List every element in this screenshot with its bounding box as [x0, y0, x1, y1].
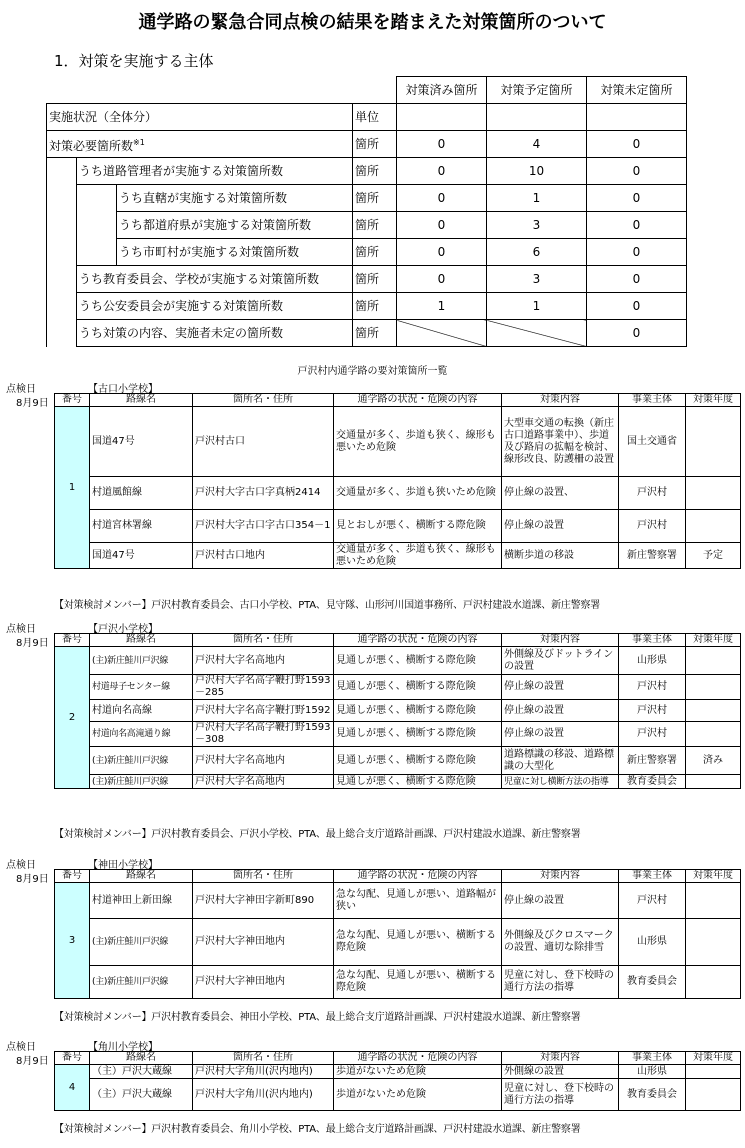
measure-content: 横断歩道の移設 [502, 543, 619, 569]
summary-label: うち対策の内容、実施者未定の箇所数 [77, 320, 353, 347]
unit-cell: 箇所 [353, 185, 397, 212]
route-name: 国道47号 [90, 407, 193, 477]
project-entity: 戸沢村 [619, 510, 686, 543]
column-header: 事業主体 [619, 394, 686, 407]
summary-label: うち都道府県が実施する対策箇所数 [117, 212, 353, 239]
inspection-date-label: 点検日 [6, 860, 36, 871]
section-heading: 1．対策を実施する主体 [54, 52, 214, 70]
value-cell: 1 [487, 293, 587, 320]
measure-year [686, 775, 741, 789]
summary-table [46, 76, 687, 347]
column-header: 対策年度 [686, 1052, 741, 1065]
value-cell: 3 [487, 266, 587, 293]
list-title: 戸沢村内通学路の要対策箇所一覧 [297, 366, 448, 377]
unit-cell: 箇所 [353, 239, 397, 266]
indent-cell [47, 158, 77, 185]
column-header: 対策内容 [502, 1052, 619, 1065]
project-entity: 山形県 [619, 919, 686, 966]
school-name: 【古口小学校】 [88, 384, 158, 395]
project-entity: 山形県 [619, 647, 686, 675]
project-entity: 新庄警察署 [619, 543, 686, 569]
summary-header-row [47, 77, 687, 104]
unit-header: 単位 [353, 104, 397, 131]
table-row [55, 1065, 741, 1079]
table-row [55, 407, 741, 477]
empty-cell [487, 104, 587, 131]
place-address: 戸沢村大字名高字鞭打野1593－285 [193, 675, 334, 700]
review-members: 【対策検討メンバー】戸沢村教育委員会、戸沢小学校、PTA、最上総合支庁道路計画課、戸沢村建設水道課、新庄警察署 [54, 829, 581, 840]
value-cell: 0 [587, 131, 687, 158]
danger-description: 交通量が多く、歩道も狭く、線形も悪いため危険 [334, 543, 502, 569]
value-cell: 1 [487, 185, 587, 212]
summary-label: 対策必要箇所数$^{※1}$ [47, 131, 353, 158]
summary-label: うち教育委員会、学校が実施する対策箇所数 [77, 266, 353, 293]
summary-label: うち公安委員会が実施する対策箇所数 [77, 293, 353, 320]
column-header: 対策年度 [686, 634, 741, 647]
item-number: 4 [55, 1065, 90, 1111]
column-header: 対策内容 [502, 634, 619, 647]
measures-table [54, 633, 741, 789]
route-name: 村道風館線 [90, 477, 193, 510]
column-header: 対策済み箇所 [397, 77, 487, 104]
place-address: 戸沢村大字名高地内 [193, 647, 334, 675]
page-title: 通学路の緊急合同点検の結果を踏まえた対策箇所のついて [138, 12, 607, 33]
column-header: 番号 [55, 394, 90, 407]
place-address: 戸沢村古口 [193, 407, 334, 477]
measure-year [686, 647, 741, 675]
column-header: 対策内容 [502, 394, 619, 407]
measure-content: 停止線の設置 [502, 510, 619, 543]
inspection-date: 8月9日 [16, 398, 49, 409]
value-cell: 0 [397, 131, 487, 158]
column-header: 番号 [55, 634, 90, 647]
route-name: 村道向名高線 [90, 700, 193, 722]
column-header: 通学路の状況・危険の内容 [334, 1052, 502, 1065]
route-name: （主）戸沢大蔵線 [90, 1065, 193, 1079]
column-header: 対策内容 [502, 870, 619, 883]
column-header: 通学路の状況・危険の内容 [334, 870, 502, 883]
review-members: 【対策検討メンバー】戸沢村教育委員会、神田小学校、PTA、最上総合支庁道路計画課、戸沢村建設水道課、新庄警察署 [54, 1012, 581, 1023]
column-header: 箇所名・住所 [193, 870, 334, 883]
place-address: 戸沢村大字神田地内 [193, 919, 334, 966]
value-cell: 0 [587, 320, 687, 347]
measure-content: 停止線の設置 [502, 675, 619, 700]
table-row [55, 966, 741, 999]
measure-content: 外側線の設置 [502, 1065, 619, 1079]
column-header: 通学路の状況・危険の内容 [334, 634, 502, 647]
measure-year [686, 407, 741, 477]
column-header: 対策年度 [686, 394, 741, 407]
measure-content: 道路標識の移設、道路標識の大型化 [502, 747, 619, 775]
column-header: 箇所名・住所 [193, 394, 334, 407]
danger-description: 見通しが悪く、横断する際危険 [334, 647, 502, 675]
project-entity: 戸沢村 [619, 700, 686, 722]
measures-table [54, 393, 741, 569]
project-entity: 国土交通省 [619, 407, 686, 477]
place-address: 戸沢村古口地内 [193, 543, 334, 569]
table-header-row [55, 634, 741, 647]
unit-cell: 箇所 [353, 266, 397, 293]
table-header-row [55, 1052, 741, 1065]
item-number: 2 [55, 647, 90, 789]
summary-row [47, 320, 687, 347]
measure-year [686, 700, 741, 722]
table-header-row [55, 870, 741, 883]
project-entity: 新庄警察署 [619, 747, 686, 775]
measure-content: 停止線の設置 [502, 700, 619, 722]
measure-year [686, 1079, 741, 1111]
place-address: 戸沢村大字名高字鞭打野1592 [193, 700, 334, 722]
project-entity: 戸沢村 [619, 477, 686, 510]
route-name: 村道母子センター線 [90, 675, 193, 700]
route-name: (主)新庄鮭川戸沢線 [90, 647, 193, 675]
measure-content: 停止線の設置、 [502, 477, 619, 510]
danger-description: 交通量が多く、歩道も狭いため危険 [334, 477, 502, 510]
table-row [55, 510, 741, 543]
route-name: (主)新庄鮭川戸沢線 [90, 747, 193, 775]
value-cell [397, 320, 487, 347]
place-address: 戸沢村大字古口字真柄2414 [193, 477, 334, 510]
table-row [55, 775, 741, 789]
route-name: 村道神田上新田線 [90, 883, 193, 919]
inspection-date: 8月9日 [16, 638, 49, 649]
unit-cell: 箇所 [353, 158, 397, 185]
table-row [55, 647, 741, 675]
value-cell: 6 [487, 239, 587, 266]
project-entity: 戸沢村 [619, 722, 686, 747]
measure-content: 停止線の設置 [502, 883, 619, 919]
value-cell: 0 [397, 266, 487, 293]
measures-table [54, 1051, 741, 1111]
place-address: 戸沢村大字古口字古口354－1 [193, 510, 334, 543]
review-members: 【対策検討メンバー】戸沢村教育委員会、角川小学校、PTA、最上総合支庁道路計画課、戸沢村建設水道課、新庄警察署 [54, 1124, 581, 1135]
measure-year [686, 919, 741, 966]
table-row [55, 919, 741, 966]
row-header: 実施状況（全体分） [47, 104, 353, 131]
value-cell: 4 [487, 131, 587, 158]
column-header: 対策年度 [686, 870, 741, 883]
value-cell: 0 [397, 212, 487, 239]
value-cell: 0 [587, 158, 687, 185]
summary-row [47, 293, 687, 320]
place-address: 戸沢村大字角川(沢内地内) [193, 1079, 334, 1111]
measure-content: 大型車交通の転換（新庄古口道路事業中）、歩道及び路肩の拡幅を検討、線形改良、防護柵の設置 [502, 407, 619, 477]
summary-row [47, 158, 687, 185]
danger-description: 見通しが悪く、横断する際危険 [334, 722, 502, 747]
column-header: 路線名 [90, 634, 193, 647]
header-blank [47, 77, 397, 104]
place-address: 戸沢村大字名高地内 [193, 747, 334, 775]
measure-year [686, 722, 741, 747]
table-row [55, 747, 741, 775]
summary-row [47, 131, 687, 158]
unit-cell: 箇所 [353, 293, 397, 320]
unit-cell: 箇所 [353, 320, 397, 347]
place-address: 戸沢村大字神田地内 [193, 966, 334, 999]
place-address: 戸沢村大字神田字新町890 [193, 883, 334, 919]
value-cell: 0 [397, 158, 487, 185]
danger-description: 見通しが悪く、横断する際危険 [334, 775, 502, 789]
measure-year [686, 883, 741, 919]
school-name: 【戸沢小学校】 [88, 624, 158, 635]
table-row [55, 675, 741, 700]
value-cell: 3 [487, 212, 587, 239]
summary-subheader-row [47, 104, 687, 131]
route-name: (主)新庄鮭川戸沢線 [90, 919, 193, 966]
project-entity: 教育委員会 [619, 775, 686, 789]
measure-content: 児童に対し、登下校時の通行方法の指導 [502, 1079, 619, 1111]
table-header-row [55, 394, 741, 407]
summary-row [47, 266, 687, 293]
item-number: 3 [55, 883, 90, 999]
danger-description: 急な勾配、見通しが悪い、道路幅が狭い [334, 883, 502, 919]
measure-content: 外側線及びクロスマークの設置、適切な除排雪 [502, 919, 619, 966]
project-entity: 山形県 [619, 1065, 686, 1079]
unit-cell: 箇所 [353, 131, 397, 158]
danger-description: 交通量が多く、歩道も狭く、線形も悪いため危険 [334, 407, 502, 477]
column-header: 箇所名・住所 [193, 634, 334, 647]
summary-row [47, 212, 687, 239]
indent-cell [47, 293, 77, 320]
column-header: 路線名 [90, 394, 193, 407]
place-address: 戸沢村大字角川(沢内地内) [193, 1065, 334, 1079]
value-cell [487, 320, 587, 347]
column-header: 対策未定箇所 [587, 77, 687, 104]
unit-cell: 箇所 [353, 212, 397, 239]
summary-row [47, 185, 687, 212]
measure-content: 停止線の設置 [502, 722, 619, 747]
value-cell: 0 [397, 185, 487, 212]
column-header: 対策予定箇所 [487, 77, 587, 104]
school-name: 【神田小学校】 [88, 860, 158, 871]
place-address: 戸沢村大字名高字鞭打野1593－308 [193, 722, 334, 747]
indent-cell [47, 212, 77, 239]
route-name: 村道向名高滝通り線 [90, 722, 193, 747]
inspection-date: 8月9日 [16, 1056, 49, 1067]
indent-cell [47, 185, 77, 212]
route-name: (主)新庄鮭川戸沢線 [90, 966, 193, 999]
measure-year [686, 477, 741, 510]
inspection-date-label: 点検日 [6, 624, 36, 635]
indent-cell [77, 212, 117, 239]
route-name: 村道宮林署線 [90, 510, 193, 543]
danger-description: 見通しが悪く、横断する際危険 [334, 747, 502, 775]
project-entity: 戸沢村 [619, 675, 686, 700]
summary-label: うち直轄が実施する対策箇所数 [117, 185, 353, 212]
danger-description: 歩道がないため危険 [334, 1065, 502, 1079]
route-name: （主）戸沢大蔵線 [90, 1079, 193, 1111]
item-number: 1 [55, 407, 90, 569]
value-cell: 0 [397, 239, 487, 266]
measure-year [686, 1065, 741, 1079]
danger-description: 見通しが悪く、横断する際危険 [334, 700, 502, 722]
column-header: 事業主体 [619, 870, 686, 883]
value-cell: 0 [587, 266, 687, 293]
danger-description: 歩道がないため危険 [334, 1079, 502, 1111]
value-cell: 0 [587, 185, 687, 212]
measure-year [686, 966, 741, 999]
project-entity: 教育委員会 [619, 966, 686, 999]
value-cell: 1 [397, 293, 487, 320]
project-entity: 教育委員会 [619, 1079, 686, 1111]
danger-description: 急な勾配、見通しが悪い、横断する際危険 [334, 919, 502, 966]
indent-cell [77, 239, 117, 266]
column-header: 路線名 [90, 870, 193, 883]
column-header: 事業主体 [619, 1052, 686, 1065]
project-entity: 戸沢村 [619, 883, 686, 919]
value-cell: 0 [587, 239, 687, 266]
review-members: 【対策検討メンバー】戸沢村教育委員会、古口小学校、PTA、見守隊、山形河川国道事務所、戸沢村建設水道課、新庄警察署 [54, 600, 601, 611]
danger-description: 見通しが悪く、横断する際危険 [334, 675, 502, 700]
measure-year [686, 675, 741, 700]
value-cell: 0 [587, 293, 687, 320]
route-name: 国道47号 [90, 543, 193, 569]
measures-table [54, 869, 741, 999]
school-name: 【角川小学校】 [88, 1042, 158, 1053]
indent-cell [77, 185, 117, 212]
empty-cell [587, 104, 687, 131]
danger-description: 見とおしが悪く、横断する際危険 [334, 510, 502, 543]
table-row [55, 1079, 741, 1111]
indent-cell [47, 266, 77, 293]
measure-content: 児童に対し横断方法の指導 [502, 775, 619, 789]
footnote-mark: ※1 [133, 137, 145, 147]
inspection-date: 8月9日 [16, 874, 49, 885]
value-cell: 0 [587, 212, 687, 239]
measure-content: 児童に対し、登下校時の通行方法の指導 [502, 966, 619, 999]
table-row [55, 722, 741, 747]
column-header: 番号 [55, 1052, 90, 1065]
indent-cell [47, 320, 77, 347]
table-row [55, 700, 741, 722]
summary-label: うち道路管理者が実施する対策箇所数 [77, 158, 353, 185]
inspection-date-label: 点検日 [6, 1042, 36, 1053]
table-row [55, 477, 741, 510]
empty-cell [397, 104, 487, 131]
column-header: 事業主体 [619, 634, 686, 647]
column-header: 番号 [55, 870, 90, 883]
column-header: 通学路の状況・危険の内容 [334, 394, 502, 407]
summary-label: うち市町村が実施する対策箇所数 [117, 239, 353, 266]
measure-year [686, 510, 741, 543]
indent-cell [47, 239, 77, 266]
measure-year: 予定 [686, 543, 741, 569]
inspection-date-label: 点検日 [6, 384, 36, 395]
danger-description: 急な勾配、見通しが悪い、横断する際危険 [334, 966, 502, 999]
table-row [55, 543, 741, 569]
measure-content: 外側線及びドットラインの設置 [502, 647, 619, 675]
summary-row [47, 239, 687, 266]
table-row [55, 883, 741, 919]
value-cell: 10 [487, 158, 587, 185]
place-address: 戸沢村大字名高地内 [193, 775, 334, 789]
column-header: 路線名 [90, 1052, 193, 1065]
measure-year: 済み [686, 747, 741, 775]
column-header: 箇所名・住所 [193, 1052, 334, 1065]
route-name: (主)新庄鮭川戸沢線 [90, 775, 193, 789]
